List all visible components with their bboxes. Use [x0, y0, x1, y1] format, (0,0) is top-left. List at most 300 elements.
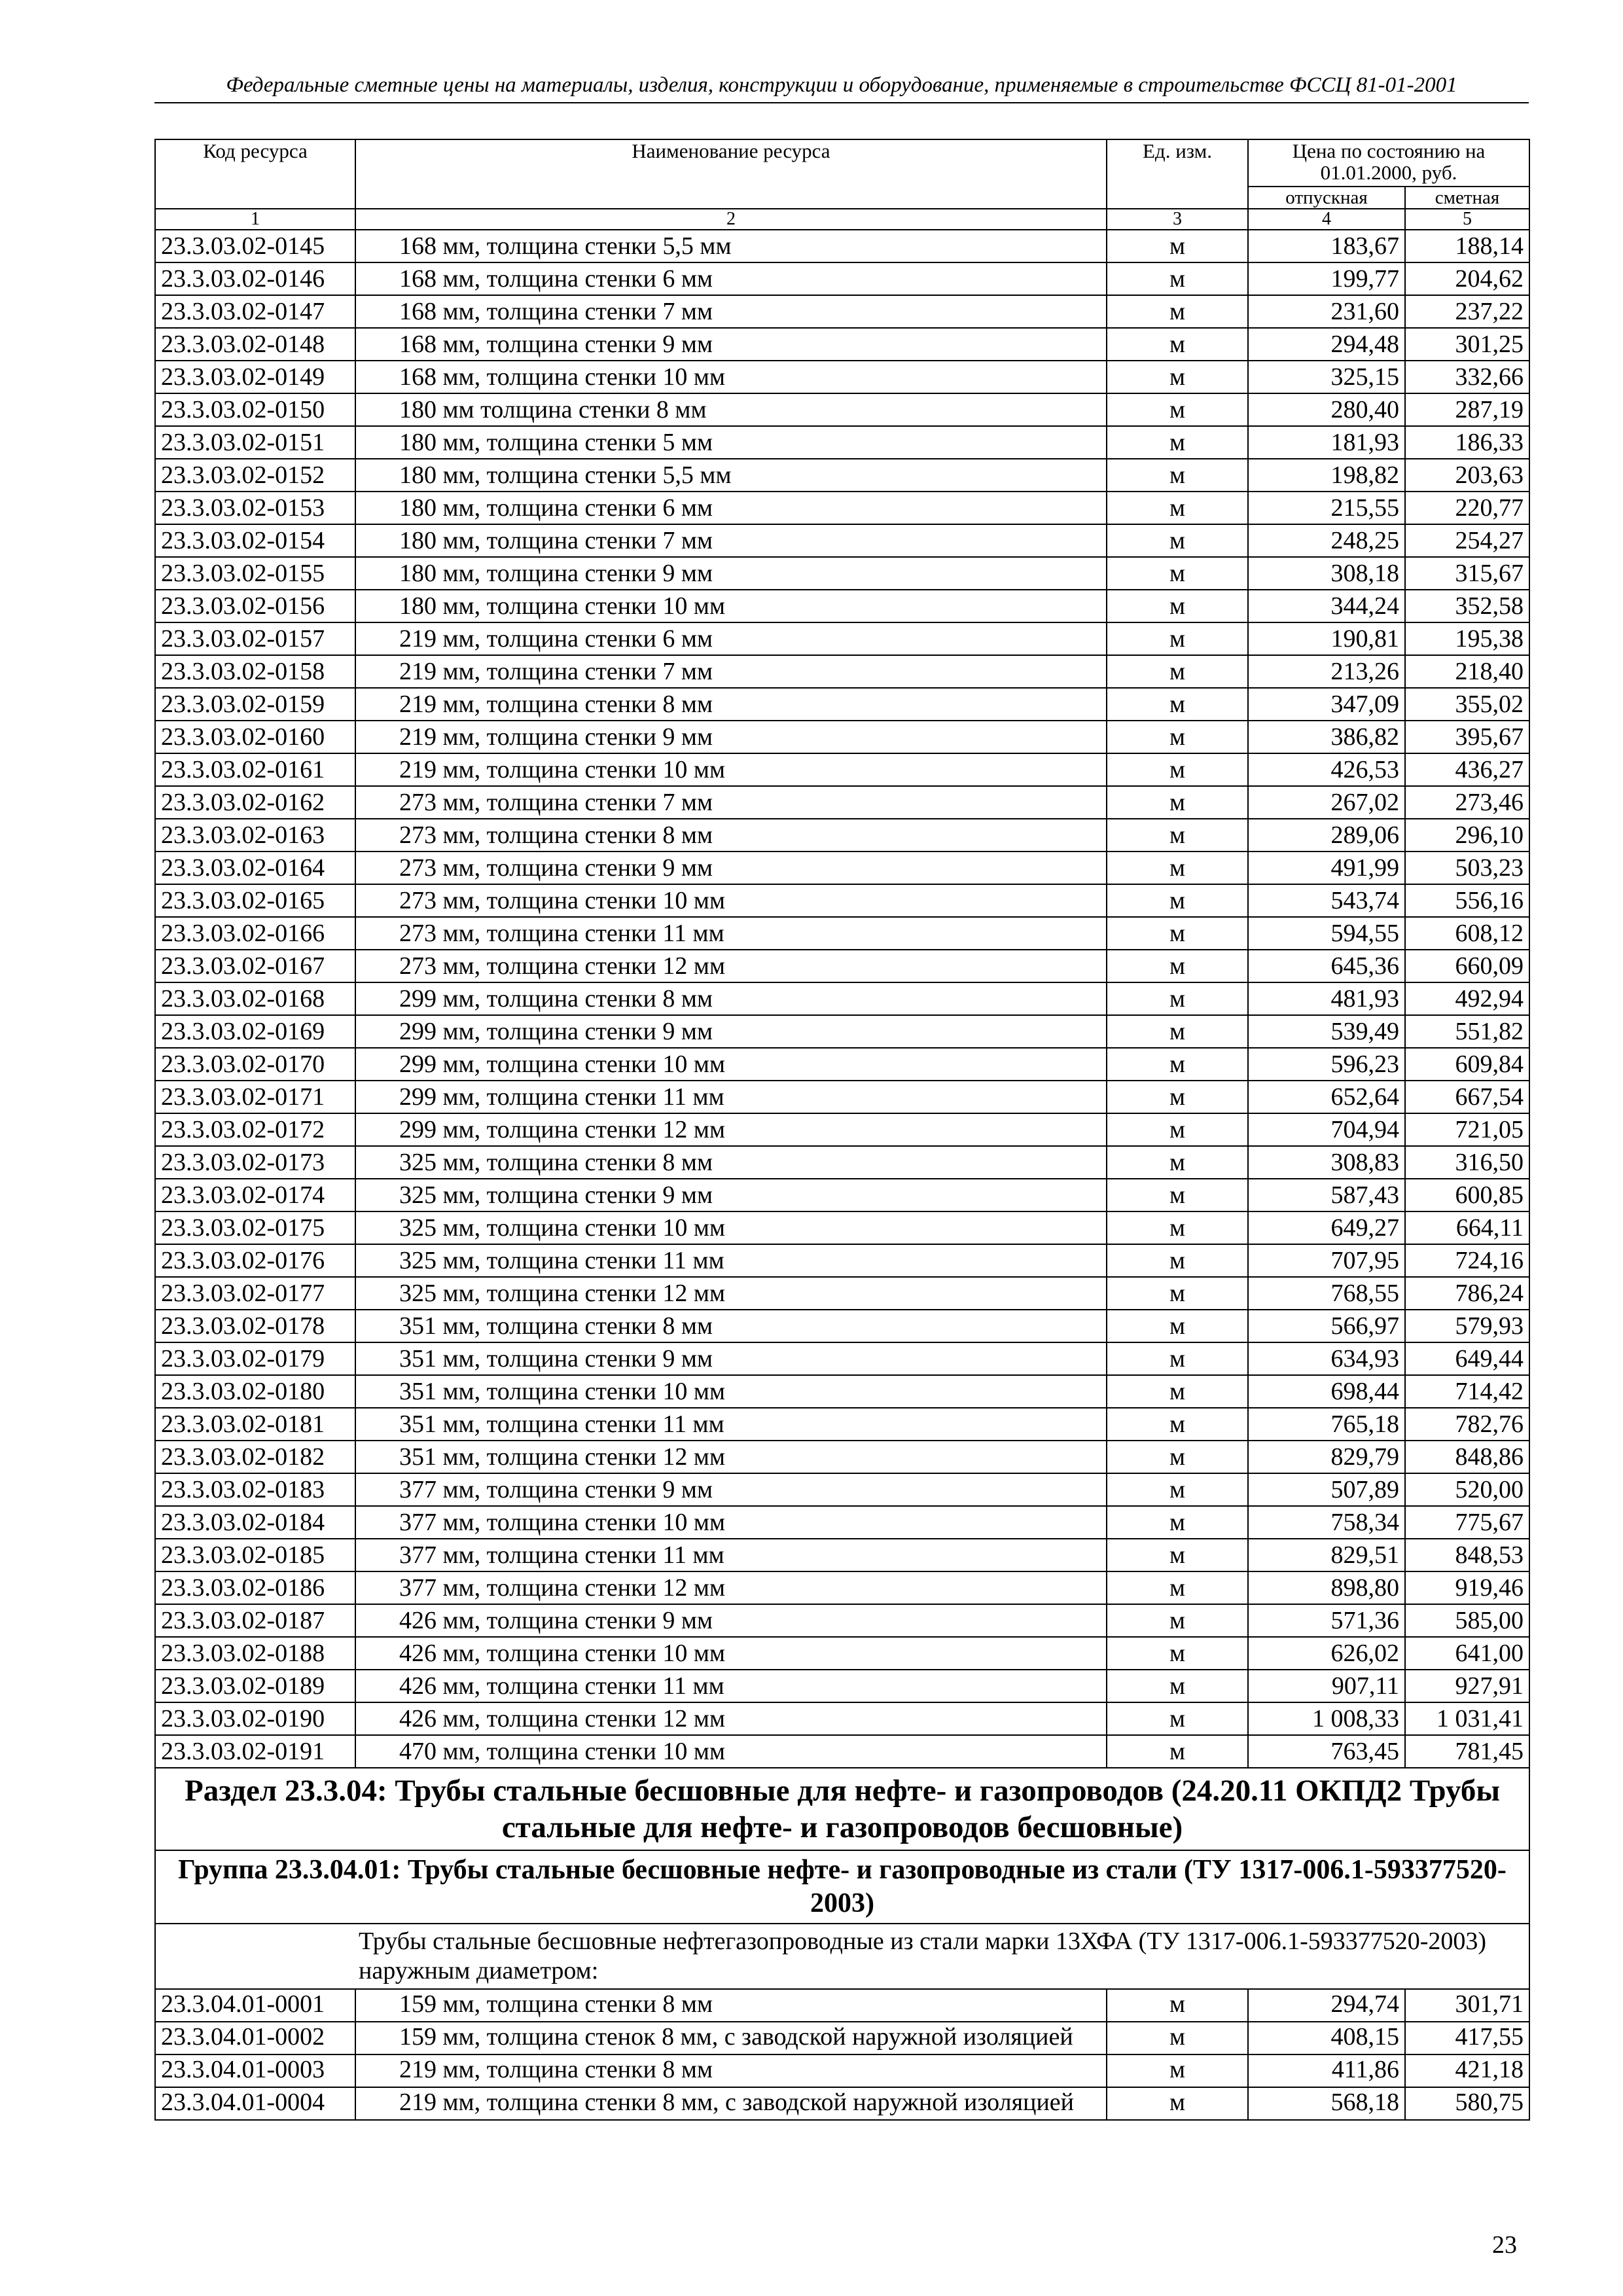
unit-of-measure: м	[1107, 1277, 1248, 1310]
release-price: 294,74	[1248, 1989, 1405, 2022]
resource-code: 23.3.03.02-0190	[155, 1702, 355, 1735]
resource-code: 23.3.03.02-0156	[155, 590, 355, 622]
resource-name: 168 мм, толщина стенки 6 мм	[355, 262, 1107, 295]
resource-code: 23.3.03.02-0169	[155, 1015, 355, 1048]
unit-of-measure: м	[1107, 622, 1248, 655]
resource-name: 168 мм, толщина стенки 7 мм	[355, 295, 1107, 328]
resource-code: 23.3.03.02-0161	[155, 753, 355, 786]
estimate-price: 436,27	[1405, 753, 1529, 786]
resource-name: 219 мм, толщина стенки 7 мм	[355, 655, 1107, 688]
resource-code: 23.3.03.02-0158	[155, 655, 355, 688]
estimate-price: 556,16	[1405, 884, 1529, 917]
resource-name: 180 мм толщина стенки 8 мм	[355, 393, 1107, 426]
release-price: 386,82	[1248, 721, 1405, 753]
table-row	[155, 721, 1529, 753]
release-price: 707,95	[1248, 1244, 1405, 1277]
table-row	[155, 1244, 1529, 1277]
header-price: Цена по состоянию на 01.01.2000, руб.	[1248, 139, 1529, 187]
resource-code: 23.3.03.02-0184	[155, 1506, 355, 1539]
resource-name: 273 мм, толщина стенки 7 мм	[355, 786, 1107, 819]
resource-code: 23.3.03.02-0173	[155, 1146, 355, 1179]
release-price: 491,99	[1248, 852, 1405, 884]
release-price: 571,36	[1248, 1604, 1405, 1637]
resource-code: 23.3.03.02-0180	[155, 1375, 355, 1408]
release-price: 198,82	[1248, 459, 1405, 492]
table-row	[155, 1277, 1529, 1310]
unit-of-measure: м	[1107, 1408, 1248, 1441]
release-price: 215,55	[1248, 492, 1405, 524]
estimate-price: 585,00	[1405, 1604, 1529, 1637]
column-number: 5	[1405, 209, 1529, 230]
description-cell	[155, 1924, 1529, 1989]
unit-of-measure: м	[1107, 1506, 1248, 1539]
table-row	[155, 590, 1529, 622]
resource-name: 168 мм, толщина стенки 10 мм	[355, 361, 1107, 393]
unit-of-measure: м	[1107, 982, 1248, 1015]
estimate-price: 848,53	[1405, 1539, 1529, 1571]
resource-name: 180 мм, толщина стенки 7 мм	[355, 524, 1107, 557]
resource-code: 23.3.04.01-0001	[155, 1989, 355, 2022]
group-heading: Группа 23.3.04.01: Трубы стальные бесшовные нефте- и газопроводные из стали (ТУ 1317-006.1-593377520-2003)	[155, 1850, 1529, 1924]
table-row	[155, 426, 1529, 459]
unit-of-measure: м	[1107, 1211, 1248, 1244]
resource-code: 23.3.03.02-0176	[155, 1244, 355, 1277]
header-code: Код ресурса	[155, 139, 355, 209]
release-price: 829,51	[1248, 1539, 1405, 1571]
unit-of-measure: м	[1107, 361, 1248, 393]
table-row	[155, 1539, 1529, 1571]
resource-name: 299 мм, толщина стенки 8 мм	[355, 982, 1107, 1015]
table-row	[155, 295, 1529, 328]
resource-name: 219 мм, толщина стенки 6 мм	[355, 622, 1107, 655]
resource-name: 426 мм, толщина стенки 10 мм	[355, 1637, 1107, 1670]
resource-code: 23.3.03.02-0191	[155, 1735, 355, 1768]
resource-code: 23.3.03.02-0187	[155, 1604, 355, 1637]
table-row	[155, 1571, 1529, 1604]
table-row	[155, 1989, 1529, 2022]
estimate-price: 786,24	[1405, 1277, 1529, 1310]
unit-of-measure: м	[1107, 1637, 1248, 1670]
release-price: 1 008,33	[1248, 1702, 1405, 1735]
resource-code: 23.3.03.02-0188	[155, 1637, 355, 1670]
release-price: 765,18	[1248, 1408, 1405, 1441]
resource-code: 23.3.03.02-0189	[155, 1670, 355, 1702]
table-row	[155, 884, 1529, 917]
unit-of-measure: м	[1107, 753, 1248, 786]
resource-name: 219 мм, толщина стенки 8 мм, с заводской наружной изоляцией	[355, 2087, 1107, 2120]
release-price: 426,53	[1248, 753, 1405, 786]
unit-of-measure: м	[1107, 295, 1248, 328]
release-price: 213,26	[1248, 655, 1405, 688]
table-row	[155, 557, 1529, 590]
table-row	[155, 622, 1529, 655]
unit-of-measure: м	[1107, 1310, 1248, 1342]
estimate-price: 660,09	[1405, 950, 1529, 982]
table-row	[155, 1310, 1529, 1342]
table-row	[155, 917, 1529, 950]
estimate-price: 237,22	[1405, 295, 1529, 328]
unit-of-measure: м	[1107, 492, 1248, 524]
resource-code: 23.3.03.02-0150	[155, 393, 355, 426]
estimate-price: 721,05	[1405, 1113, 1529, 1146]
resource-code: 23.3.03.02-0152	[155, 459, 355, 492]
estimate-price: 273,46	[1405, 786, 1529, 819]
resource-code: 23.3.03.02-0146	[155, 262, 355, 295]
release-price: 267,02	[1248, 786, 1405, 819]
resource-code: 23.3.03.02-0160	[155, 721, 355, 753]
unit-of-measure: м	[1107, 1473, 1248, 1506]
table-row	[155, 1473, 1529, 1506]
estimate-price: 1 031,41	[1405, 1702, 1529, 1735]
estimate-price: 352,58	[1405, 590, 1529, 622]
estimate-price: 609,84	[1405, 1048, 1529, 1081]
release-price: 587,43	[1248, 1179, 1405, 1211]
resource-code: 23.3.04.01-0002	[155, 2022, 355, 2054]
estimate-price: 664,11	[1405, 1211, 1529, 1244]
release-price: 190,81	[1248, 622, 1405, 655]
resource-name: 180 мм, толщина стенки 5 мм	[355, 426, 1107, 459]
estimate-price: 724,16	[1405, 1244, 1529, 1277]
resource-name: 168 мм, толщина стенки 9 мм	[355, 328, 1107, 361]
unit-of-measure: м	[1107, 917, 1248, 950]
release-price: 898,80	[1248, 1571, 1405, 1604]
unit-of-measure: м	[1107, 557, 1248, 590]
page-number: 23	[1492, 2231, 1517, 2259]
header-estimate-price: сметная	[1405, 187, 1529, 209]
release-price: 566,97	[1248, 1310, 1405, 1342]
resource-code: 23.3.04.01-0004	[155, 2087, 355, 2120]
estimate-price: 203,63	[1405, 459, 1529, 492]
table-row	[155, 950, 1529, 982]
table-row	[155, 786, 1529, 819]
resource-code: 23.3.03.02-0148	[155, 328, 355, 361]
unit-of-measure: м	[1107, 950, 1248, 982]
resource-name: 273 мм, толщина стенки 10 мм	[355, 884, 1107, 917]
estimate-price: 667,54	[1405, 1081, 1529, 1113]
table-row	[155, 753, 1529, 786]
resource-name: 325 мм, толщина стенки 12 мм	[355, 1277, 1107, 1310]
table-row	[155, 982, 1529, 1015]
table-row	[155, 655, 1529, 688]
estimate-price: 520,00	[1405, 1473, 1529, 1506]
resource-code: 23.3.03.02-0178	[155, 1310, 355, 1342]
resource-code: 23.3.03.02-0165	[155, 884, 355, 917]
resource-code: 23.3.03.02-0159	[155, 688, 355, 721]
release-price: 289,06	[1248, 819, 1405, 852]
unit-of-measure: м	[1107, 1441, 1248, 1473]
resource-name: 273 мм, толщина стенки 8 мм	[355, 819, 1107, 852]
estimate-price: 355,02	[1405, 688, 1529, 721]
resource-code: 23.3.03.02-0162	[155, 786, 355, 819]
resource-name: 299 мм, толщина стенки 12 мм	[355, 1113, 1107, 1146]
description-row	[155, 1924, 1529, 1989]
unit-of-measure: м	[1107, 459, 1248, 492]
unit-of-measure: м	[1107, 1702, 1248, 1735]
header-unit: Ед. изм.	[1107, 139, 1248, 209]
unit-of-measure: м	[1107, 655, 1248, 688]
release-price: 481,93	[1248, 982, 1405, 1015]
table-row	[155, 361, 1529, 393]
estimate-price: 220,77	[1405, 492, 1529, 524]
unit-of-measure: м	[1107, 1146, 1248, 1179]
estimate-price: 186,33	[1405, 426, 1529, 459]
column-number: 4	[1248, 209, 1405, 230]
resource-code: 23.3.03.02-0168	[155, 982, 355, 1015]
resource-name: 325 мм, толщина стенки 10 мм	[355, 1211, 1107, 1244]
resource-name: 168 мм, толщина стенки 5,5 мм	[355, 230, 1107, 262]
estimate-price: 608,12	[1405, 917, 1529, 950]
resource-code: 23.3.03.02-0163	[155, 819, 355, 852]
table-row	[155, 1506, 1529, 1539]
estimate-price: 927,91	[1405, 1670, 1529, 1702]
resource-name: 377 мм, толщина стенки 11 мм	[355, 1539, 1107, 1571]
resource-code: 23.3.03.02-0145	[155, 230, 355, 262]
estimate-price: 641,00	[1405, 1637, 1529, 1670]
resource-name: 273 мм, толщина стенки 9 мм	[355, 852, 1107, 884]
unit-of-measure: м	[1107, 721, 1248, 753]
resource-name: 426 мм, толщина стенки 9 мм	[355, 1604, 1107, 1637]
estimate-price: 195,38	[1405, 622, 1529, 655]
estimate-price: 503,23	[1405, 852, 1529, 884]
release-price: 539,49	[1248, 1015, 1405, 1048]
group-heading-row	[155, 1850, 1529, 1924]
table-row	[155, 1637, 1529, 1670]
release-price: 199,77	[1248, 262, 1405, 295]
resource-code: 23.3.03.02-0174	[155, 1179, 355, 1211]
table-row	[155, 819, 1529, 852]
resource-name: 299 мм, толщина стенки 11 мм	[355, 1081, 1107, 1113]
unit-of-measure: м	[1107, 524, 1248, 557]
table-row	[155, 1670, 1529, 1702]
unit-of-measure: м	[1107, 1081, 1248, 1113]
resource-name: 426 мм, толщина стенки 11 мм	[355, 1670, 1107, 1702]
release-price: 907,11	[1248, 1670, 1405, 1702]
running-header: Федеральные сметные цены на материалы, изделия, конструкции и оборудование, применяемые в строительстве ФССЦ 81-01-2001	[226, 73, 1457, 97]
unit-of-measure: м	[1107, 1244, 1248, 1277]
release-price: 829,79	[1248, 1441, 1405, 1473]
estimate-price: 714,42	[1405, 1375, 1529, 1408]
header-release-price: отпускная	[1248, 187, 1405, 209]
unit-of-measure: м	[1107, 1989, 1248, 2022]
release-price: 344,24	[1248, 590, 1405, 622]
release-price: 626,02	[1248, 1637, 1405, 1670]
release-price: 568,18	[1248, 2087, 1405, 2120]
resource-code: 23.3.03.02-0181	[155, 1408, 355, 1441]
resource-name: 180 мм, толщина стенки 9 мм	[355, 557, 1107, 590]
unit-of-measure: м	[1107, 230, 1248, 262]
resource-name: 377 мм, толщина стенки 12 мм	[355, 1571, 1107, 1604]
release-price: 507,89	[1248, 1473, 1405, 1506]
resource-name: 325 мм, толщина стенки 11 мм	[355, 1244, 1107, 1277]
table-row	[155, 459, 1529, 492]
estimate-price: 316,50	[1405, 1146, 1529, 1179]
release-price: 411,86	[1248, 2054, 1405, 2087]
estimate-price: 395,67	[1405, 721, 1529, 753]
resource-name: 180 мм, толщина стенки 6 мм	[355, 492, 1107, 524]
column-number: 1	[155, 209, 355, 230]
estimate-price: 775,67	[1405, 1506, 1529, 1539]
resource-code: 23.3.03.02-0171	[155, 1081, 355, 1113]
release-price: 596,23	[1248, 1048, 1405, 1081]
estimate-price: 332,66	[1405, 361, 1529, 393]
estimate-price: 551,82	[1405, 1015, 1529, 1048]
resource-code: 23.3.03.02-0147	[155, 295, 355, 328]
release-price: 347,09	[1248, 688, 1405, 721]
unit-of-measure: м	[1107, 1571, 1248, 1604]
estimate-price: 218,40	[1405, 655, 1529, 688]
resource-code: 23.3.03.02-0183	[155, 1473, 355, 1506]
estimate-price: 919,46	[1405, 1571, 1529, 1604]
price-table	[154, 139, 1530, 2121]
unit-of-measure: м	[1107, 1179, 1248, 1211]
resource-name: 351 мм, толщина стенки 8 мм	[355, 1310, 1107, 1342]
description-text: Трубы стальные бесшовные нефтегазопроводные из стали марки 13ХФА (ТУ 1317-006.1-593377520-2003) наружным диаметром:	[359, 1928, 1487, 1984]
table-row	[155, 492, 1529, 524]
column-number: 3	[1107, 209, 1248, 230]
unit-of-measure: м	[1107, 2087, 1248, 2120]
release-price: 231,60	[1248, 295, 1405, 328]
release-price: 181,93	[1248, 426, 1405, 459]
resource-name: 180 мм, толщина стенки 10 мм	[355, 590, 1107, 622]
resource-code: 23.3.03.02-0172	[155, 1113, 355, 1146]
table-row	[155, 688, 1529, 721]
estimate-price: 649,44	[1405, 1342, 1529, 1375]
table-row	[155, 524, 1529, 557]
resource-code: 23.3.04.01-0003	[155, 2054, 355, 2087]
unit-of-measure: м	[1107, 393, 1248, 426]
resource-name: 159 мм, толщина стенки 8 мм	[355, 1989, 1107, 2022]
column-number: 2	[355, 209, 1107, 230]
unit-of-measure: м	[1107, 590, 1248, 622]
estimate-price: 301,25	[1405, 328, 1529, 361]
unit-of-measure: м	[1107, 262, 1248, 295]
estimate-price: 782,76	[1405, 1408, 1529, 1441]
estimate-price: 204,62	[1405, 262, 1529, 295]
resource-name: 351 мм, толщина стенки 10 мм	[355, 1375, 1107, 1408]
release-price: 649,27	[1248, 1211, 1405, 1244]
unit-of-measure: м	[1107, 1048, 1248, 1081]
unit-of-measure: м	[1107, 1670, 1248, 1702]
resource-name: 273 мм, толщина стенки 11 мм	[355, 917, 1107, 950]
resource-name: 159 мм, толщина стенок 8 мм, с заводской наружной изоляцией	[355, 2022, 1107, 2054]
resource-code: 23.3.03.02-0186	[155, 1571, 355, 1604]
resource-name: 351 мм, толщина стенки 12 мм	[355, 1441, 1107, 1473]
table-row	[155, 1048, 1529, 1081]
resource-name: 219 мм, толщина стенки 8 мм	[355, 688, 1107, 721]
table-row	[155, 328, 1529, 361]
resource-code: 23.3.03.02-0175	[155, 1211, 355, 1244]
unit-of-measure: м	[1107, 1113, 1248, 1146]
unit-of-measure: м	[1107, 884, 1248, 917]
table-row	[155, 230, 1529, 262]
resource-code: 23.3.03.02-0157	[155, 622, 355, 655]
unit-of-measure: м	[1107, 819, 1248, 852]
unit-of-measure: м	[1107, 2054, 1248, 2087]
table-row	[155, 1375, 1529, 1408]
resource-name: 299 мм, толщина стенки 9 мм	[355, 1015, 1107, 1048]
resource-code: 23.3.03.02-0155	[155, 557, 355, 590]
header-rule	[154, 102, 1529, 103]
estimate-price: 301,71	[1405, 1989, 1529, 2022]
resource-code: 23.3.03.02-0166	[155, 917, 355, 950]
resource-name: 325 мм, толщина стенки 9 мм	[355, 1179, 1107, 1211]
table-row	[155, 2054, 1529, 2087]
release-price: 652,64	[1248, 1081, 1405, 1113]
release-price: 763,45	[1248, 1735, 1405, 1768]
release-price: 408,15	[1248, 2022, 1405, 2054]
header-name: Наименование ресурса	[355, 139, 1107, 209]
resource-name: 377 мм, толщина стенки 10 мм	[355, 1506, 1107, 1539]
release-price: 325,15	[1248, 361, 1405, 393]
estimate-price: 417,55	[1405, 2022, 1529, 2054]
unit-of-measure: м	[1107, 328, 1248, 361]
unit-of-measure: м	[1107, 1735, 1248, 1768]
resource-name: 470 мм, толщина стенки 10 мм	[355, 1735, 1107, 1768]
unit-of-measure: м	[1107, 688, 1248, 721]
release-price: 543,74	[1248, 884, 1405, 917]
release-price: 704,94	[1248, 1113, 1405, 1146]
unit-of-measure: м	[1107, 1604, 1248, 1637]
resource-code: 23.3.03.02-0154	[155, 524, 355, 557]
resource-name: 351 мм, толщина стенки 11 мм	[355, 1408, 1107, 1441]
release-price: 594,55	[1248, 917, 1405, 950]
table-row	[155, 262, 1529, 295]
release-price: 308,83	[1248, 1146, 1405, 1179]
resource-name: 377 мм, толщина стенки 9 мм	[355, 1473, 1107, 1506]
resource-code: 23.3.03.02-0182	[155, 1441, 355, 1473]
table-row	[155, 1702, 1529, 1735]
table-row	[155, 1342, 1529, 1375]
resource-code: 23.3.03.02-0177	[155, 1277, 355, 1310]
unit-of-measure: м	[1107, 426, 1248, 459]
unit-of-measure: м	[1107, 1375, 1248, 1408]
table-row	[155, 1441, 1529, 1473]
table-row	[155, 852, 1529, 884]
estimate-price: 254,27	[1405, 524, 1529, 557]
table-row	[155, 1735, 1529, 1768]
table-row	[155, 1015, 1529, 1048]
release-price: 768,55	[1248, 1277, 1405, 1310]
resource-code: 23.3.03.02-0151	[155, 426, 355, 459]
resource-name: 273 мм, толщина стенки 12 мм	[355, 950, 1107, 982]
table-row	[155, 1408, 1529, 1441]
estimate-price: 848,86	[1405, 1441, 1529, 1473]
table-row	[155, 1081, 1529, 1113]
estimate-price: 492,94	[1405, 982, 1529, 1015]
resource-name: 299 мм, толщина стенки 10 мм	[355, 1048, 1107, 1081]
release-price: 294,48	[1248, 328, 1405, 361]
table-row	[155, 393, 1529, 426]
estimate-price: 296,10	[1405, 819, 1529, 852]
release-price: 698,44	[1248, 1375, 1405, 1408]
resource-code: 23.3.03.02-0164	[155, 852, 355, 884]
table-row	[155, 1113, 1529, 1146]
release-price: 634,93	[1248, 1342, 1405, 1375]
resource-name: 219 мм, толщина стенки 10 мм	[355, 753, 1107, 786]
estimate-price: 287,19	[1405, 393, 1529, 426]
release-price: 308,18	[1248, 557, 1405, 590]
release-price: 758,34	[1248, 1506, 1405, 1539]
section-heading-row	[155, 1768, 1529, 1850]
resource-name: 219 мм, толщина стенки 8 мм	[355, 2054, 1107, 2087]
unit-of-measure: м	[1107, 852, 1248, 884]
unit-of-measure: м	[1107, 1342, 1248, 1375]
resource-code: 23.3.03.02-0153	[155, 492, 355, 524]
release-price: 280,40	[1248, 393, 1405, 426]
estimate-price: 600,85	[1405, 1179, 1529, 1211]
estimate-price: 781,45	[1405, 1735, 1529, 1768]
table-row	[155, 1604, 1529, 1637]
